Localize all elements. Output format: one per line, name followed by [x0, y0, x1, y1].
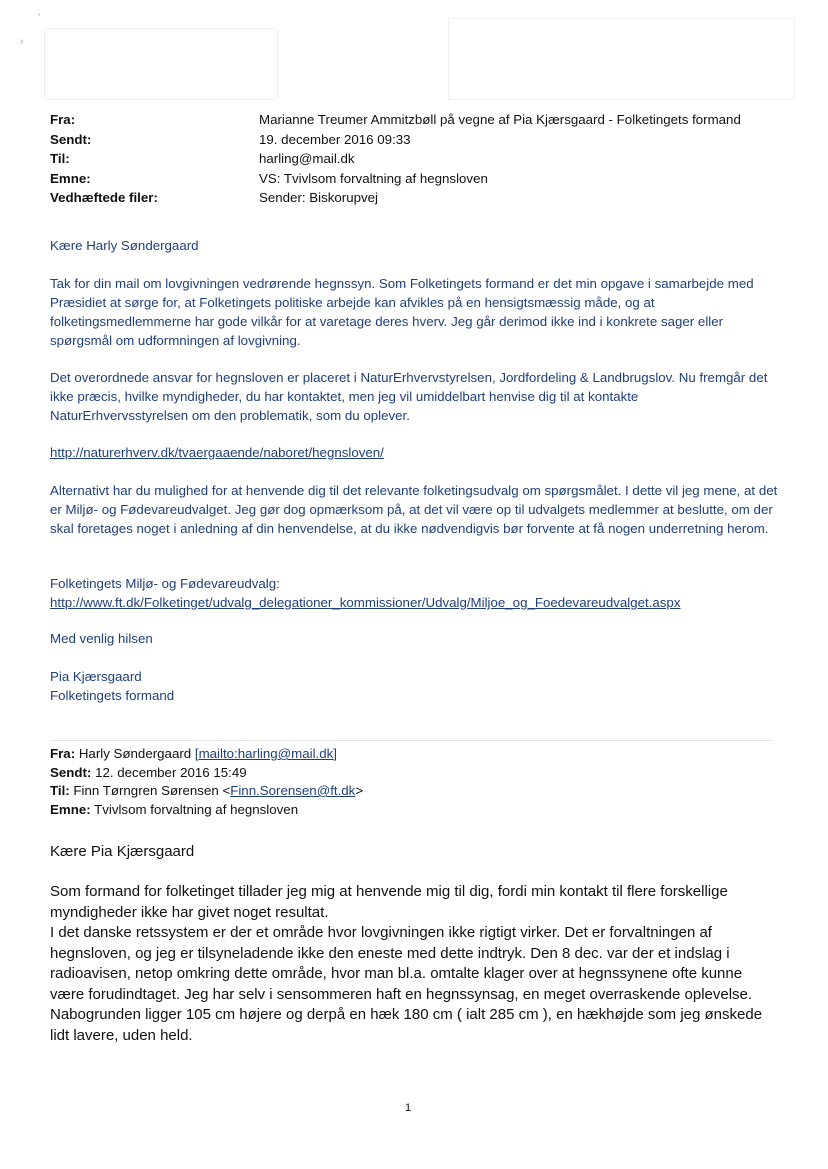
faded-header-box [448, 18, 795, 100]
reply-body [50, 481, 780, 538]
header-value: harling@mail.dk [259, 151, 355, 166]
forwarded-header [50, 745, 363, 819]
reply-body [50, 574, 780, 612]
forwarded-label: Fra: [50, 746, 76, 761]
forwarded-to-row [50, 782, 363, 801]
mailto-link[interactable]: [mailto:harling@mail.dk] [194, 746, 337, 761]
header-value: Sender: Biskorupvej [259, 190, 378, 205]
scan-mark: ‘ [38, 12, 41, 23]
forwarded-sent-row [50, 764, 363, 783]
original-body [50, 842, 780, 863]
forwarded-label: Sendt: [50, 764, 92, 780]
page-number: 1 [405, 1102, 412, 1114]
header-row-to [50, 149, 779, 169]
reply-body [50, 236, 780, 255]
forwarded-to-name: Finn Tørngren Sørensen [73, 783, 219, 798]
header-label: Fra: [50, 112, 76, 127]
to-email-link[interactable]: Finn.Sorensen@ft.dk [230, 783, 356, 798]
header-value: 19. december 2016 09:33 [259, 131, 411, 147]
header-row-attachments [50, 188, 779, 208]
forwarded-label: Emne: [50, 801, 91, 817]
reply-paragraph: Tak for din mail om lovgivningen vedrørende hegnssyn. Som Folketingets formand er det min opgave i samarbejde med Præsidiet at sørge for, at Folketingets politiske arbejde kan afvikles på en hensigtsmæssig måde, og at folketingsmedlemmerne har gode vilkår for at varetage deres hverv. Jeg går derimod ikke ind i konkrete sager eller spørgsmål om udformningen af lovgivning. [50, 276, 754, 348]
reply-paragraph: Alternativt har du mulighed for at henvende dig til det relevante folketingsudvalg om spørgsmålet. I dette vil jeg mene, at det er Miljø- og Fødevareudvalget. Jeg gør dog opmærksom på, at det vil være op til udvalgets medlemmer at beslutte, om der skal foretages noget i anledning af din henvendelse, at du ikke nødvendigvis bør forvente at få nogen underretning herom. [50, 483, 778, 536]
header-row-from [50, 110, 779, 130]
header-label: Emne: [50, 170, 91, 186]
reply-closing: Med venlig hilsen [50, 631, 153, 646]
forwarded-from-row [50, 745, 363, 764]
header-value: VS: Tvivlsom forvaltning af hegnsloven [259, 170, 488, 186]
original-paragraph: I det danske retssystem er der et område hvor lovgivningen ikke rigtigt virker. Det er forvaltningen af hegnsloven, og jeg er tilsyneladende ikke den eneste med dette indtryk. Den 8 dec. var der et indslag i radioavisen, netop omkring dette område, hvor man bl.a. omtalte klager over at hegnssynene ofte kunne være forudindtaget. Jeg har selv i sensommeren haft en hegnssynsag, en meget overraskende oplevelse. Nabogrunden ligger 105 cm højere og derpå en hæk 180 cm ( ialt 285 cm ), en hækhøjde som jeg ønskede lidt lavere, uden held. [50, 924, 763, 1044]
header-label: Vedhæftede filer: [50, 190, 158, 205]
faded-header-box [44, 28, 278, 100]
reply-body [50, 443, 780, 462]
angle-close: > [355, 783, 364, 798]
hegnsloven-link[interactable]: http://naturerhverv.dk/tvaergaaende/naboret/hegnsloven/ [50, 445, 384, 460]
divider [50, 740, 772, 741]
header-row-subject [50, 169, 779, 189]
forwarded-from-name: Harly Søndergaard [78, 746, 192, 761]
committee-link[interactable]: http://www.ft.dk/Folketinget/udvalg_delegationer_kommissioner/Udvalg/Miljoe_og_Foedevareudvalget.aspx [50, 595, 681, 610]
reply-body [50, 368, 780, 425]
signature [50, 667, 780, 705]
email-header [50, 110, 779, 208]
original-paragraph: Som formand for folketinget tillader jeg mig at henvende mig til dig, fordi min kontakt til flere forskellige myndigheder ikke har givet noget resultat. [50, 883, 728, 921]
forwarded-subject-row [50, 801, 363, 820]
forwarded-subject-value: Tvivlsom forvaltning af hegnsloven [94, 801, 299, 817]
header-value: Marianne Treumer Ammitzbøll på vegne af Pia Kjærsgaard - Folketingets formand [259, 112, 741, 127]
header-row-sent [50, 130, 779, 150]
forwarded-label: Til: [50, 783, 70, 798]
angle-open: < [222, 783, 231, 798]
header-label: Til: [50, 151, 70, 166]
reply-body [50, 629, 780, 648]
reply-body [50, 274, 780, 350]
original-body [50, 882, 780, 1046]
scan-mark: › [20, 36, 24, 47]
committee-label: Folketingets Miljø- og Fødevareudvalg: [50, 576, 280, 591]
reply-greeting: Kære Harly Søndergaard [50, 238, 199, 253]
reply-paragraph: Det overordnede ansvar for hegnsloven er placeret i NaturErhvervstyrelsen, Jordfordeling & Landbrugslov. Nu fremgår det ikke præcis, hvilke myndigheder, du har kontaktet, men jeg vil umiddelbart henvise dig til at kontakte NaturErhvervsstyrelsen om den problematik, som du oplever. [50, 370, 768, 423]
header-label: Sendt: [50, 131, 92, 147]
forwarded-sent-value: 12. december 2016 15:49 [95, 764, 247, 780]
signature-title: Folketingets formand [50, 688, 175, 703]
signature-name: Pia Kjærsgaard [50, 669, 142, 684]
original-greeting: Kære Pia Kjærsgaard [50, 843, 195, 860]
